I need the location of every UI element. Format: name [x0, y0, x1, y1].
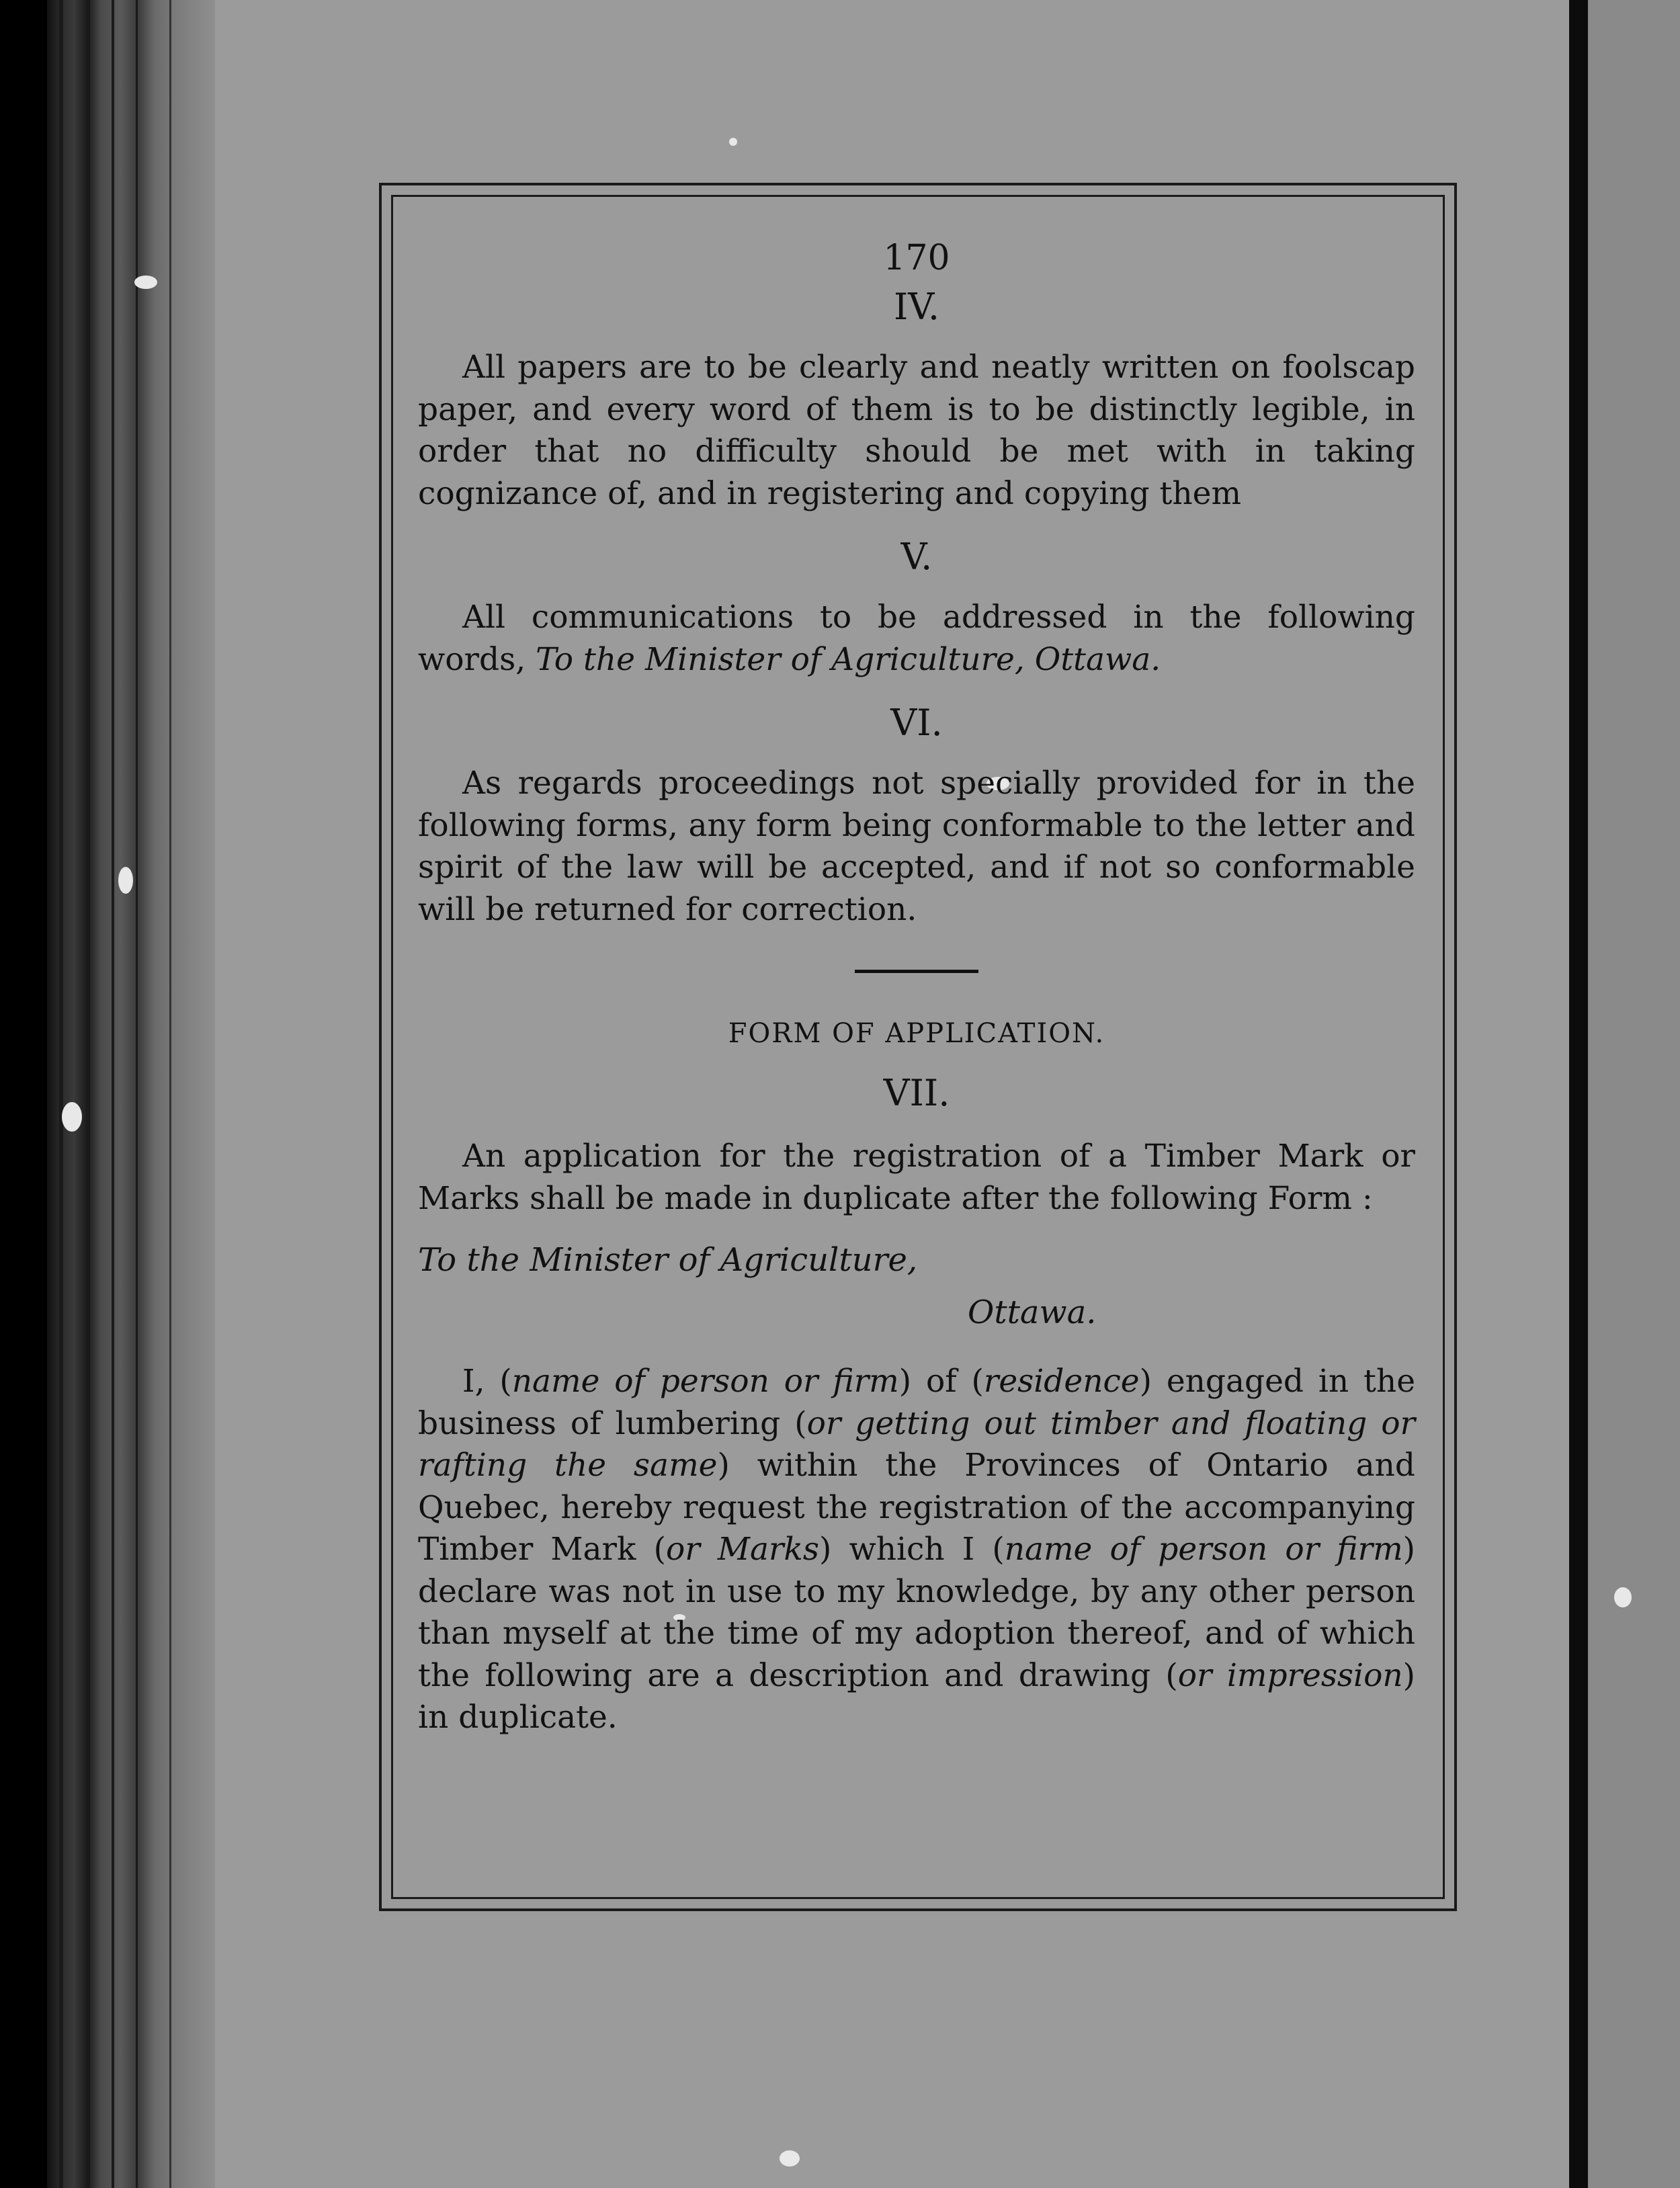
declaration-text: ) in duplicate. — [418, 1656, 1415, 1736]
paragraph-text: All communications to be addressed in the following words, — [418, 599, 1415, 678]
declaration-paragraph — [418, 1361, 1415, 1739]
section-paragraph-vi: As regards proceedings not specially provided for in the following forms, any form being conformable to the letter and spirit of the law will be accepted, and if not so conformable will be returned for correction. — [418, 765, 1415, 928]
paragraph-italic-text: To the Minister of Agriculture, Ottawa. — [536, 640, 1161, 678]
section-paragraph-iv: All papers are to be clearly and neatly written on foolscap paper, and every word of them is to be distinctly legible, in order that no difficulty should be met with in taking cognizance of, and in registering and copying them — [418, 349, 1415, 512]
declaration-text: ) of ( — [898, 1363, 984, 1400]
binding-strip — [1569, 0, 1588, 2188]
section-divider — [855, 970, 978, 973]
declaration-italic: or Marks — [665, 1531, 820, 1568]
book-edge — [47, 0, 215, 2188]
address-line-2: Ottawa. — [968, 1294, 1097, 1331]
declaration-italic: name of person or firm — [1004, 1531, 1403, 1568]
declaration-italic: or getting out timber and floating or rafting the same — [418, 1404, 1416, 1484]
declaration-text: ) declare was not in use to my knowledge, by any other person than myself at the time of my adoption thereof, and of which the following are a description and drawing ( — [418, 1531, 1416, 1694]
section-heading-vii: VII. — [883, 1072, 950, 1114]
page-number: 170 — [883, 238, 950, 278]
declaration-italic: residence — [983, 1363, 1140, 1400]
declaration-italic: name of person or firm — [511, 1363, 899, 1400]
section-paragraph-vii: An application for the registration of a Timber Mark or Marks shall be made in duplicate after the following Form : — [418, 1138, 1415, 1217]
section-heading-iv: IV. — [893, 286, 940, 328]
declaration-italic: or impression — [1177, 1656, 1403, 1694]
declaration-text: ) within the Provinces of Ontario and Quebec, hereby request the registration of the accompanying Timber Mark ( — [418, 1447, 1415, 1568]
declaration-text: ) which I ( — [819, 1531, 1005, 1568]
section-heading-v: V. — [900, 536, 933, 578]
facing-page-edge — [1588, 0, 1680, 2188]
section-heading-vi: VI. — [890, 702, 943, 744]
form-title: FORM OF APPLICATION. — [728, 1018, 1105, 1049]
page-text — [418, 228, 1415, 1739]
address-line-1: To the Minister of Agriculture, — [418, 1241, 918, 1279]
section-paragraph-v — [418, 597, 1415, 681]
declaration-text: ) engaged in the business of lumbering ( — [418, 1363, 1416, 1442]
declaration-text: I, ( — [462, 1363, 512, 1400]
